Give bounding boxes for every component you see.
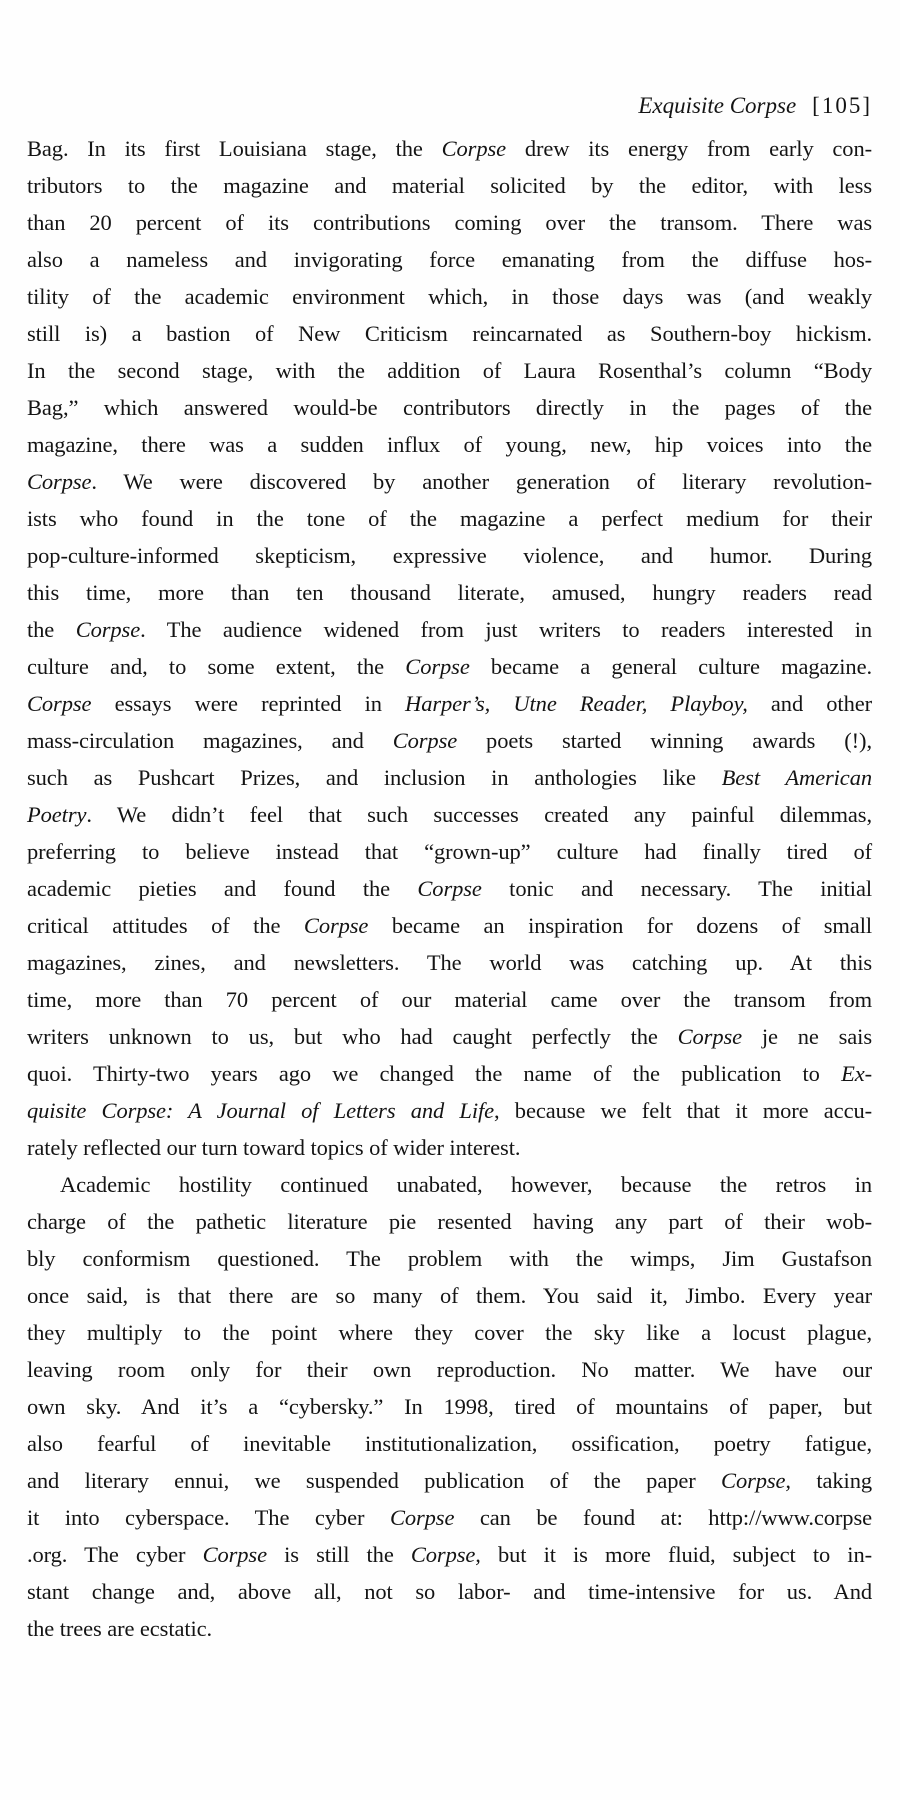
text-run: own sky. And it’s a “cybersky.” In 1998, tired of mountains of paper, but [27, 1394, 872, 1419]
text-run: tributors to the magazine and material solicited by the editor, with less [27, 173, 872, 198]
text-line [27, 278, 872, 315]
text-run: rately reflected our turn toward topics of wider interest. [27, 1135, 521, 1160]
text-run: .org. The cyber [27, 1542, 203, 1567]
text-line [27, 500, 872, 537]
text-run: pop-culture-informed skepticism, expressive violence, and humor. During [27, 543, 872, 568]
text-line [27, 1018, 872, 1055]
text-run: stant change and, above all, not so labor- and time-intensive for us. And [27, 1579, 872, 1604]
text-run: quoi. Thirty-two years ago we changed the name of the publication to [27, 1061, 842, 1086]
text-run: Bag. In its first Louisiana stage, the [27, 136, 442, 161]
text-run: drew its energy from early con- [506, 136, 872, 161]
text-run: such as Pushcart Prizes, and inclusion in anthologies like [27, 765, 722, 790]
text-run: Academic hostility continued unabated, however, because the retros in [60, 1172, 872, 1197]
text-line [27, 463, 872, 500]
text-run: can be found at: http://www.corpse [454, 1505, 872, 1530]
running-title: Exquisite Corpse [638, 93, 797, 118]
text-run: writers unknown to us, but who had caught perfectly the [27, 1024, 678, 1049]
text-line [27, 537, 872, 574]
text-run: culture and, to some extent, the [27, 654, 406, 679]
text-run: tonic and necessary. The initial [481, 876, 872, 901]
text-run: but it is more fluid, subject to in- [480, 1542, 873, 1567]
italic-text: Ex- [841, 1061, 872, 1086]
italic-text: Corpse [27, 691, 92, 716]
text-line [27, 1499, 872, 1536]
text-line [27, 1129, 872, 1166]
text-line [27, 1536, 872, 1573]
text-run: is still the [266, 1542, 411, 1567]
text-line [27, 759, 872, 796]
text-run: also a nameless and invigorating force emanating from the diffuse hos- [27, 247, 872, 272]
running-header [27, 93, 872, 119]
page-body [27, 130, 872, 1647]
text-run: taking [790, 1468, 872, 1493]
text-run: became a general culture magazine. [469, 654, 872, 679]
text-run: they multiply to the point where they cover the sky like a locust plague, [27, 1320, 872, 1345]
italic-text: Corpse [441, 136, 507, 161]
text-run: and other [747, 691, 872, 716]
italic-text: Corpse [392, 728, 458, 753]
text-run: once said, is that there are so many of them. You said it, Jimbo. Every year [27, 1283, 872, 1308]
text-line [27, 1573, 872, 1610]
text-run: magazines, zines, and newsletters. The world was catching up. At this [27, 950, 872, 975]
text-run: preferring to believe instead that “grown-up” culture had finally tired of [27, 839, 872, 864]
paragraph [27, 1166, 872, 1647]
text-line [27, 907, 872, 944]
text-run: leaving room only for their own reproduction. No matter. We have our [27, 1357, 872, 1382]
text-run: ists who found in the tone of the magazine a perfect medium for their [27, 506, 872, 531]
text-run: the [27, 617, 76, 642]
text-run: In the second stage, with the addition of Laura Rosenthal’s column “Body [27, 358, 872, 383]
italic-text: Corpse [27, 469, 92, 494]
italic-text: Best American [721, 765, 872, 790]
italic-text: Corpse [202, 1542, 267, 1567]
text-line [27, 167, 872, 204]
text-line [27, 426, 872, 463]
text-line [27, 1388, 872, 1425]
text-run: time, more than 70 percent of our material came over the transom from [27, 987, 872, 1012]
text-line [27, 241, 872, 278]
text-line [27, 1277, 872, 1314]
paragraph [27, 130, 872, 1166]
text-run: . The audience widened from just writers to readers interested in [140, 617, 872, 642]
text-line [27, 796, 872, 833]
text-run: it into cyberspace. The cyber [27, 1505, 390, 1530]
text-run: . We didn’t feel that such successes created any painful dilemmas, [86, 802, 872, 827]
text-run: academic pieties and found the [27, 876, 418, 901]
text-run: mass-circulation magazines, and [27, 728, 393, 753]
text-line [27, 1351, 872, 1388]
italic-text: Poetry [27, 802, 87, 827]
text-run: than 20 percent of its contributions coming over the transom. There was [27, 210, 872, 235]
text-line [27, 1462, 872, 1499]
text-line [27, 611, 872, 648]
page-number: [105] [812, 93, 872, 118]
text-line [27, 1610, 872, 1647]
text-line [27, 315, 872, 352]
italic-text: Corpse, [721, 1468, 791, 1493]
text-line [27, 1425, 872, 1462]
text-line [27, 648, 872, 685]
text-run: the trees are ecstatic. [27, 1616, 213, 1641]
italic-text: Corpse [75, 617, 141, 642]
text-run: became an inspiration for dozens of small [368, 913, 872, 938]
text-line [27, 1314, 872, 1351]
text-run: also fearful of inevitable institutionalization, ossification, poetry fatigue, [27, 1431, 872, 1456]
italic-text: Corpse [405, 654, 470, 679]
text-line [27, 1203, 872, 1240]
text-run: bly conformism questioned. The problem with the wimps, Jim Gustafson [27, 1246, 872, 1271]
text-line [27, 685, 872, 722]
text-run: poets started winning awards (!), [457, 728, 872, 753]
text-run: je ne sais [742, 1024, 872, 1049]
italic-text: Harper’s, Utne Reader, Playboy, [405, 691, 748, 716]
text-line [27, 574, 872, 611]
italic-text: quisite Corpse: A Journal of Letters and Life [27, 1098, 495, 1123]
text-run: magazine, there was a sudden influx of young, new, hip voices into the [27, 432, 872, 457]
text-run: Bag,” which answered would-be contributors directly in the pages of the [27, 395, 872, 420]
text-run: charge of the pathetic literature pie resented having any part of their wob- [27, 1209, 872, 1234]
text-line [27, 1166, 872, 1203]
text-line [27, 130, 872, 167]
text-run: . We were discovered by another generation of literary revolution- [91, 469, 872, 494]
text-line [27, 944, 872, 981]
text-run: critical attitudes of the [27, 913, 304, 938]
text-line [27, 1055, 872, 1092]
italic-text: Corpse [417, 876, 482, 901]
text-run: still is) a bastion of New Criticism reincarnated as Southern-boy hickism. [27, 321, 872, 346]
text-run: this time, more than ten thousand literate, amused, hungry readers read [27, 580, 872, 605]
italic-text: Corpse, [410, 1542, 481, 1567]
text-line [27, 1240, 872, 1277]
text-line [27, 389, 872, 426]
text-run: essays were reprinted in [91, 691, 406, 716]
italic-text: Corpse [389, 1505, 455, 1530]
text-run: , because we felt that it more accu- [494, 1098, 872, 1123]
italic-text: Corpse [677, 1024, 743, 1049]
text-run: and literary ennui, we suspended publication of the paper [27, 1468, 722, 1493]
text-line [27, 352, 872, 389]
text-line [27, 870, 872, 907]
text-line [27, 833, 872, 870]
text-line [27, 204, 872, 241]
text-line [27, 1092, 872, 1129]
italic-text: Corpse [303, 913, 369, 938]
text-line [27, 981, 872, 1018]
text-run: tility of the academic environment which, in those days was (and weakly [27, 284, 872, 309]
text-line [27, 722, 872, 759]
